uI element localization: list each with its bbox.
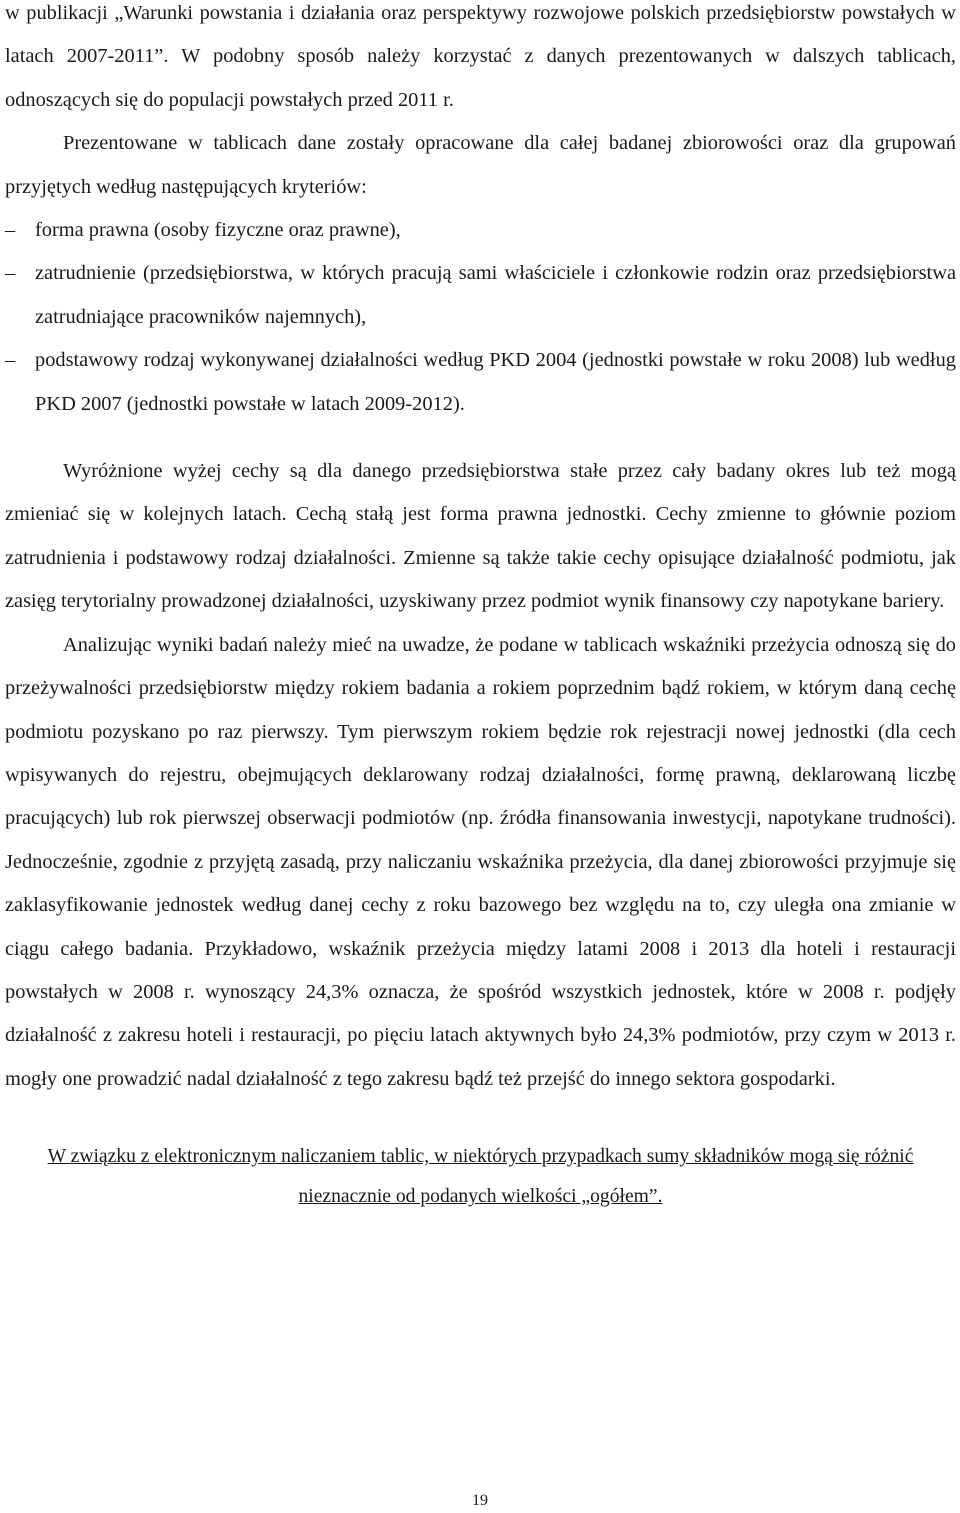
criteria-item-text: zatrudnienie (przedsiębiorstwa, w których pracują sami właściciele i członkowie rodzin oraz przedsiębiorstwa zatrudniające pracowników najemnych), bbox=[35, 262, 956, 328]
criteria-item-legal-form bbox=[5, 209, 956, 252]
criteria-item-text: forma prawna (osoby fizyczne oraz prawne), bbox=[35, 219, 401, 242]
dash-bullet: – bbox=[5, 349, 16, 372]
paragraph-grouping-criteria: Prezentowane w tablicach dane zostały opracowane dla całej badanej zbiorowości oraz dla grupowań przyjętych według następujących kryteriów: bbox=[5, 132, 956, 198]
criteria-list bbox=[5, 209, 956, 426]
criteria-item-text: podstawowy rodzaj wykonywanej działalności według PKD 2004 (jednostki powstałe w roku 2008) lub według PKD 2007 (jednostki powstałe w latach 2009-2012). bbox=[35, 349, 956, 415]
criteria-item-employment bbox=[5, 252, 956, 339]
paragraph-intro-continuation: w publikacji „Warunki powstania i działania oraz perspektywy rozwojowe polskich przedsiębiorstw powstałych w latach 2007-2011”. W podobny sposób należy korzystać z danych prezentowanych w dalszych tablicach, odnoszących się do populacji powstałych przed 2011 r. bbox=[5, 2, 956, 111]
criteria-item-activity bbox=[5, 339, 956, 426]
dash-bullet: – bbox=[5, 219, 16, 242]
document-page bbox=[5, 0, 956, 1237]
paragraph-distinguished-features: Wyróżnione wyżej cechy są dla danego przedsiębiorstwa stałe przez cały badany okres lub też mogą zmieniać się w kolejnych latach. Cechą stałą jest forma prawna jednostki. Cechy zmienne to głównie poziom zatrudnienia i podstawowy rodzaj działalności. Zmienne są także takie cechy opisujące działalność podmiotu, jak zasięg terytorialny prowadzonej działalności, uzyskiwany przez podmiot wynik finansowy czy napotykane bariery. bbox=[5, 460, 956, 613]
dash-bullet: – bbox=[5, 262, 16, 285]
rounding-note: W związku z elektronicznym naliczaniem tablic, w niektórych przypadkach sumy składników mogą się różnić nieznacznie od podanych wielkości „ogółem”. bbox=[47, 1146, 914, 1208]
page-number: 19 bbox=[472, 1492, 488, 1509]
paragraph-survival-analysis: Analizując wyniki badań należy mieć na uwadze, że podane w tablicach wskaźniki przeżycia odnoszą się do przeżywalności przedsiębiorstw między rokiem badania a rokiem poprzednim bądź rokiem, w którym daną cechę podmiotu pozyskano po raz pierwszy. Tym pierwszym rokiem będzie rok rejestracji nowej jednostki (dla cech wpisywanych do rejestru, obejmujących deklarowany rodzaj działalności, formę prawną, deklarowaną liczbę pracujących) lub rok pierwszej obserwacji podmiotów (np. źródła finansowania inwestycji, napotykane trudności). Jednocześnie, zgodnie z przyjętą zasadą, przy naliczaniu wskaźnika przeżycia, dla danej zbiorowości przyjmuje się zaklasyfikowanie jednostek według danej cechy z roku bazowego bez względu na to, czy uległa ona zmianie w ciągu całego badania. Przykładowo, wskaźnik przeżycia między latami 2008 i 2013 dla hoteli i restauracji powstałych w 2008 r. wynoszący 24,3% oznacza, że spośród wszystkich jednostek, które w 2008 r. podjęły działalność z zakresu hoteli i restauracji, po pięciu latach aktywnych było 24,3% podmiotów, przy czym w 2013 r. mogły one prowadzić nadal działalność z tego zakresu bądź też przejść do innego sektora gospodarki. bbox=[5, 633, 956, 1090]
